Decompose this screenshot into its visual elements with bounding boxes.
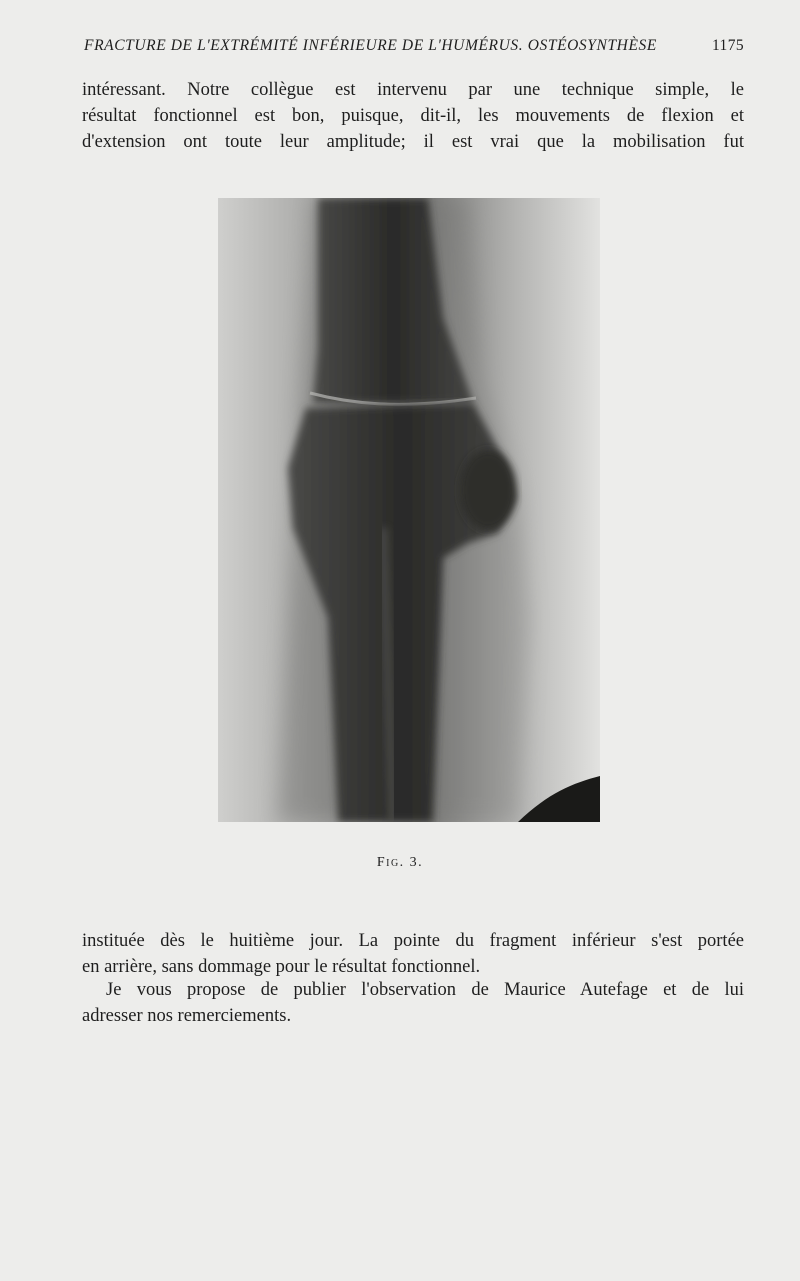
paragraph-bottom bbox=[82, 928, 744, 980]
paragraph-top bbox=[82, 77, 744, 155]
text-line: instituée dès le huitième jour. La pointe du fragment inférieur s'est portée bbox=[82, 931, 744, 951]
text-line: adresser nos remerciements. bbox=[82, 1006, 292, 1026]
paragraph-final bbox=[82, 977, 744, 1029]
text-line: Je vous propose de publier l'observation de Maurice Autefage et de lui bbox=[106, 980, 744, 1000]
figure-caption: Fig. 3. bbox=[376, 855, 424, 870]
text-line: intéressant. Notre collègue est intervenu par une technique simple, le bbox=[82, 80, 744, 100]
text-line: résultat fonctionnel est bon, puisque, dit-il, les mouvements de flexion et bbox=[82, 106, 744, 126]
running-title: FRACTURE DE L'EXTRÉMITÉ INFÉRIEURE DE L'HUMÉRUS. OSTÉOSYNTHÈSE bbox=[84, 37, 657, 54]
running-head bbox=[84, 37, 744, 55]
xray-image bbox=[218, 198, 600, 822]
xray-figure bbox=[218, 198, 600, 822]
text-line: en arrière, sans dommage pour le résultat fonctionnel. bbox=[82, 957, 481, 977]
text-line: d'extension ont toute leur amplitude; il est vrai que la mobilisation fut bbox=[82, 132, 744, 152]
page-number: 1175 bbox=[711, 37, 744, 54]
